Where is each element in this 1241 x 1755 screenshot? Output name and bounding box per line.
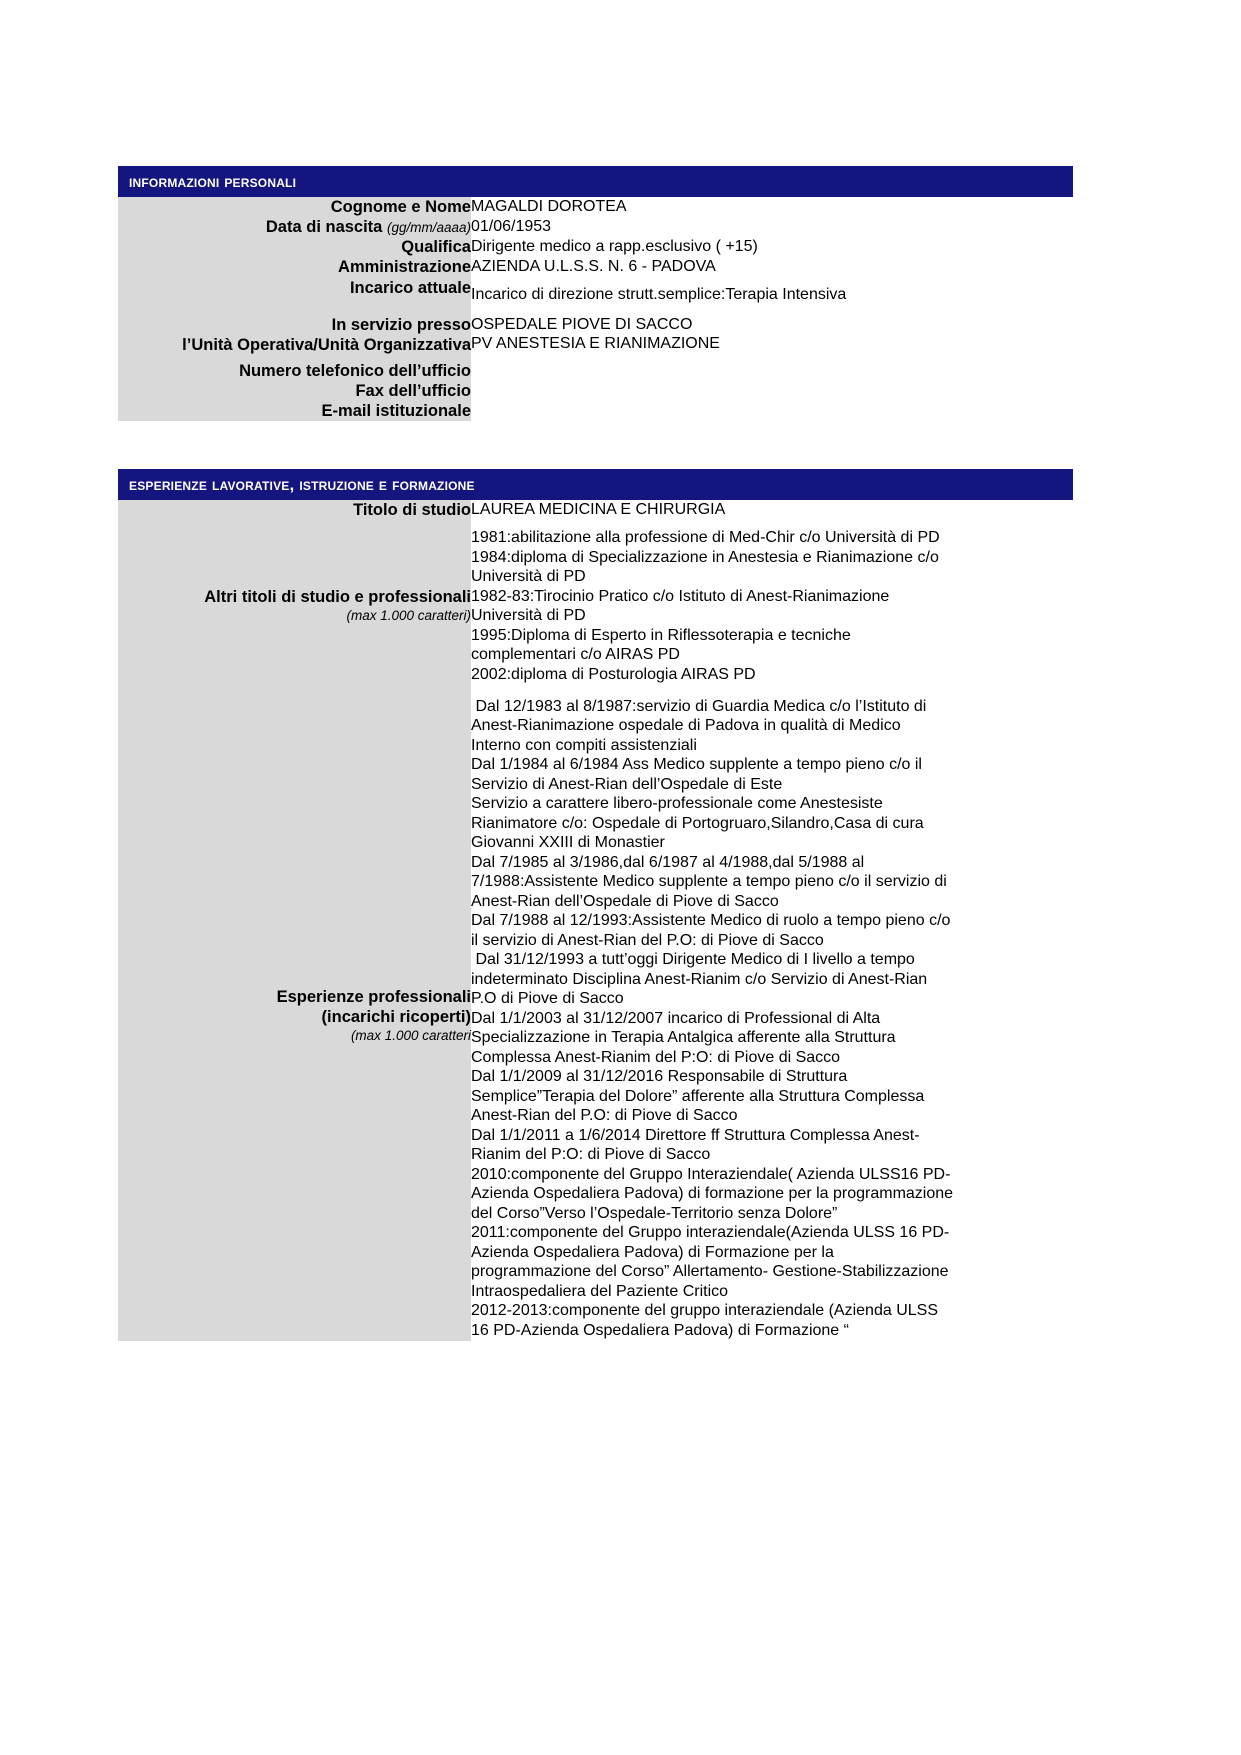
row-value-esperienze-professionali [471, 691, 1073, 1341]
label-text: Data di nascita [265, 218, 383, 237]
label-text: Altri titoli di studio e professionali [204, 587, 471, 606]
row-value-email [471, 401, 1073, 421]
value-line: complementari c/o AIRAS PD [471, 646, 680, 664]
table-row [118, 500, 1073, 520]
table-row [118, 361, 1073, 381]
value-line: Dal 31/12/1993 a tutt’oggi Dirigente Medico di I livello a tempo [471, 951, 915, 969]
value-line: Dal 1/1984 al 6/1984 Ass Medico supplente a tempo pieno c/o il [471, 756, 922, 774]
value-line: OSPEDALE PIOVE DI SACCO [471, 315, 693, 333]
label-text-2: (incarichi ricoperti) [321, 1007, 471, 1026]
value-line: 1982-83:Tirocinio Pratico c/o Istituto di Anest-Rianimazione [471, 587, 890, 605]
value-line: Dal 1/1/2003 al 31/12/2007 incarico di Professional di Alta [471, 1009, 881, 1027]
value-line: 1995:Diploma di Esperto in Riflessoterapia e tecniche [471, 626, 851, 644]
row-label-titolo-di-studio [118, 500, 471, 520]
value-line: Intraospedaliera del Paziente Critico [471, 1282, 729, 1300]
row-label-qualifica [118, 237, 471, 257]
value-line: 2012-2013:componente del gruppo interaziendale (Azienda ULSS [471, 1302, 938, 1320]
row-label-numero-telefonico [118, 361, 471, 381]
table-esperienze-lavorative [118, 500, 1073, 1340]
table-row [118, 401, 1073, 421]
row-label-altri-titoli [118, 520, 471, 690]
value-line: 7/1988:Assistente Medico supplente a tempo pieno c/o il servizio di [471, 873, 947, 891]
table-informazioni-personali [118, 197, 1073, 421]
row-value-titolo-di-studio [471, 500, 1073, 520]
value-line: indeterminato Disciplina Anest-Rianim c/o Servizio di Anest-Rian [471, 970, 928, 988]
label-sublabel: (max 1.000 caratteri) [346, 607, 471, 623]
table-row [118, 520, 1073, 690]
value-line: 2010:componente del Gruppo Interaziendale( Azienda ULSS16 PD- [471, 1165, 951, 1183]
value-line: Rianim del P:O: di Piove di Sacco [471, 1146, 711, 1164]
row-label-in-servizio-presso [118, 306, 471, 361]
value-line: Complessa Anest-Rianim del P:O: di Piove di Sacco [471, 1048, 841, 1066]
value-line: 2011:componente del Gruppo interaziendale(Azienda ULSS 16 PD- [471, 1224, 950, 1242]
value-line: Dal 1/1/2009 al 31/12/2016 Responsabile di Struttura [471, 1068, 848, 1086]
table-row [118, 306, 1073, 361]
row-label-email [118, 401, 471, 421]
label-text: E-mail istituzionale [321, 402, 471, 421]
value-line: programmazione del Corso” Allertamento- Gestione-Stabilizzazione [471, 1263, 949, 1281]
row-value-numero-telefonico [471, 361, 1073, 381]
label-text: Titolo di studio [353, 501, 471, 520]
row-value-data-di-nascita [471, 217, 1073, 237]
value-line: Interno con compiti assistenziali [471, 736, 697, 754]
table-row [118, 217, 1073, 237]
value-line: del Corso”Verso l’Ospedale-Territorio senza Dolore” [471, 1204, 838, 1222]
value-line: 2002:diploma di Posturologia AIRAS PD [471, 665, 756, 683]
value-line: Azienda Ospedaliera Padova) di Formazione per la [471, 1243, 834, 1261]
row-label-cognome-e-nome [118, 197, 471, 217]
value-line: Università di PD [471, 568, 586, 586]
row-value-altri-titoli [471, 520, 1073, 690]
row-value-cognome-e-nome [471, 197, 1073, 217]
value-line: Specializzazione in Terapia Antalgica afferente alla Struttura [471, 1029, 896, 1047]
row-value-in-servizio-presso [471, 306, 1073, 361]
value-line: Anest-Rian del P.O: di Piove di Sacco [471, 1107, 738, 1125]
value-line: 16 PD-Azienda Ospedaliera Padova) di Formazione “ [471, 1322, 849, 1339]
value-text: Incarico di direzione strutt.semplice:Terapia Intensiva [471, 285, 847, 303]
section-header-informazioni-personali: informazioni personali [118, 166, 1073, 197]
label-text: Qualifica [401, 238, 471, 257]
value-line: P.O di Piove di Sacco [471, 990, 624, 1008]
value-line: Rianimatore c/o: Ospedale di Portogruaro,Silandro,Casa di cura [471, 814, 924, 832]
value-line: Dal 7/1985 al 3/1986,dal 6/1987 al 4/1988,dal 5/1988 al [471, 853, 865, 871]
value-line: 1981:abilitazione alla professione di Med-Chir c/o Università di PD [471, 529, 940, 547]
value-line: PV ANESTESIA E RIANIMAZIONE [471, 335, 720, 353]
label-sublabel: (gg/mm/aaaa) [386, 220, 471, 236]
label-text: In servizio presso [331, 315, 471, 334]
row-label-amministrazione [118, 257, 471, 277]
label-text: Amministrazione [338, 258, 471, 277]
label-text: Cognome e Nome [330, 198, 471, 216]
row-label-esperienze-professionali [118, 691, 471, 1341]
value-line: Semplice”Terapia del Dolore” afferente alla Struttura Complessa [471, 1087, 925, 1105]
cv-body [118, 166, 1073, 1341]
table-row [118, 691, 1073, 1341]
value-line: Università di PD [471, 607, 586, 625]
value-text: LAUREA MEDICINA E CHIRURGIA [471, 501, 726, 519]
table-row [118, 237, 1073, 257]
value-text: 01/06/1953 [471, 218, 552, 236]
value-line: Dal 12/1983 al 8/1987:servizio di Guardia Medica c/o l’Istituto di [471, 697, 927, 715]
value-line: il servizio di Anest-Rian del P.O: di Piove di Sacco [471, 931, 824, 949]
value-text: AZIENDA U.L.S.S. N. 6 - PADOVA [471, 258, 716, 276]
value-line: Giovanni XXIII di Monastier [471, 834, 665, 852]
value-line: Dal 7/1988 al 12/1993:Assistente Medico di ruolo a tempo pieno c/o [471, 912, 951, 930]
section-spacer [118, 421, 1073, 469]
label-text: Numero telefonico dell’ufficio [239, 361, 471, 380]
value-line: Anest-Rianimazione ospedale di Padova in qualità di Medico [471, 717, 901, 735]
row-label-incarico-attuale [118, 278, 471, 306]
label-text: Fax dell’ufficio [355, 382, 471, 400]
row-value-amministrazione [471, 257, 1073, 277]
label-sublabel: (max 1.000 caratteri [350, 1027, 471, 1043]
label-text: Incarico attuale [349, 278, 471, 297]
row-value-fax [471, 381, 1073, 401]
label-text: Esperienze professionali [276, 987, 471, 1006]
table-row [118, 278, 1073, 306]
row-label-fax [118, 381, 471, 401]
value-line: Azienda Ospedaliera Padova) di formazione per la programmazione [471, 1185, 954, 1203]
table-row [118, 381, 1073, 401]
row-label-data-di-nascita [118, 217, 471, 237]
row-value-incarico-attuale [471, 278, 1073, 306]
value-text: MAGALDI DOROTEA [471, 198, 627, 215]
value-line: Dal 1/1/2011 a 1/6/2014 Direttore ff Struttura Complessa Anest- [471, 1126, 920, 1144]
section-header-esperienze-lavorative: esperienze lavorative, istruzione e formazione [118, 469, 1073, 500]
table-row [118, 197, 1073, 217]
row-value-qualifica [471, 237, 1073, 257]
table-row [118, 257, 1073, 277]
value-line: 1984:diploma di Specializzazione in Anestesia e Rianimazione c/o [471, 548, 939, 566]
value-text: Dirigente medico a rapp.esclusivo ( +15) [471, 238, 758, 256]
value-line: Servizio di Anest-Rian dell’Ospedale di Este [471, 775, 783, 793]
value-line: Servizio a carattere libero-professionale come Anestesiste [471, 795, 883, 813]
label-text-2: l’Unità Operativa/Unità Organizzativa [182, 335, 471, 354]
value-line: Anest-Rian dell’Ospedale di Piove di Sacco [471, 892, 779, 910]
